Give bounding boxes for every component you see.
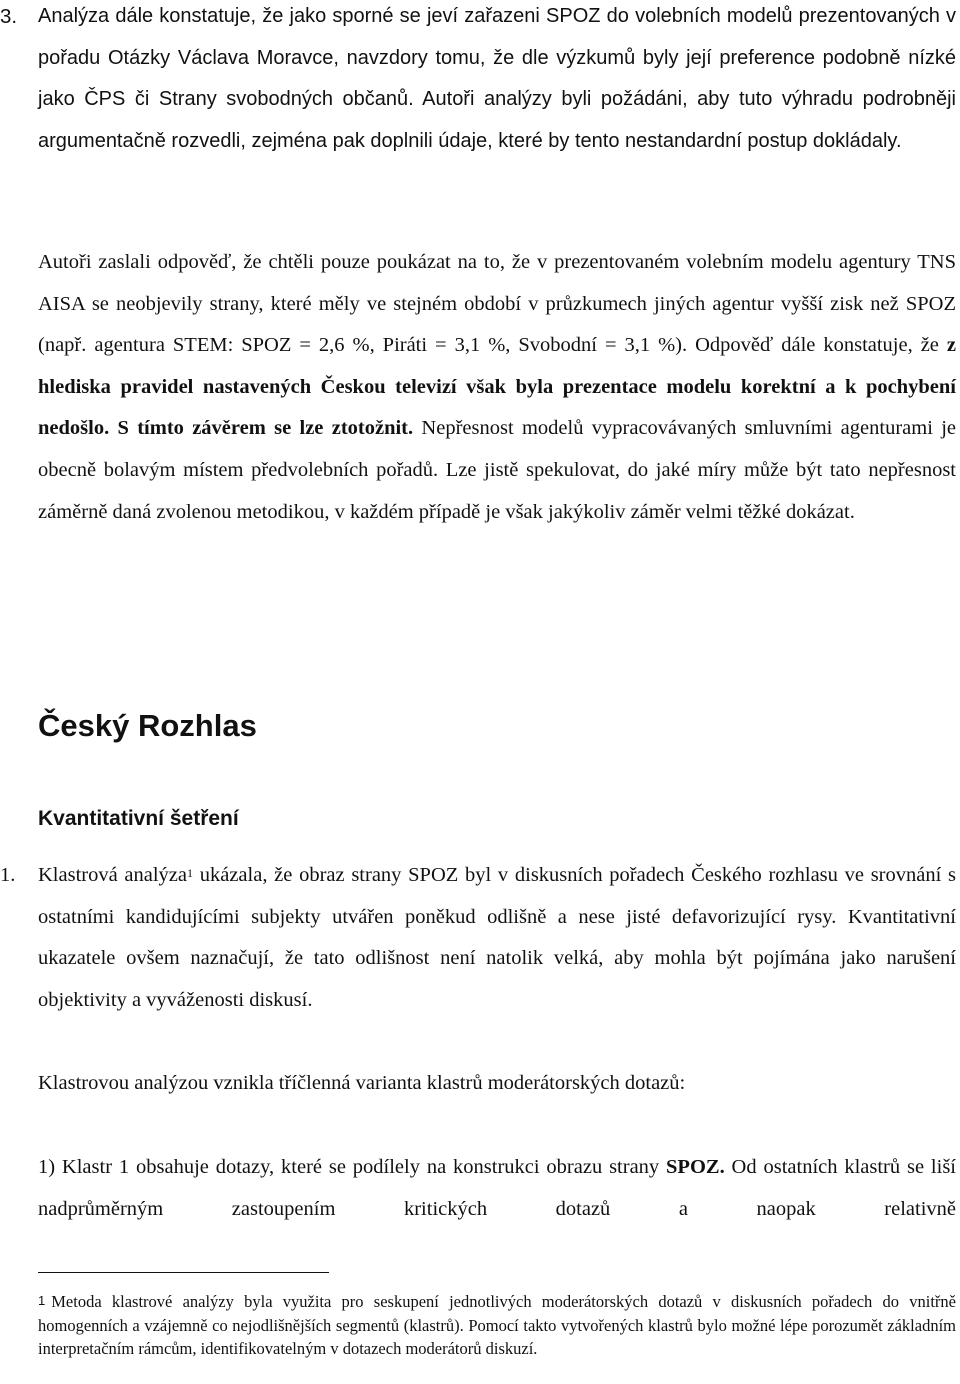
cluster-text-b: ukázala, že obraz strany SPOZ byl v diskusních pořadech Českého rozhlasu ve srovnání s ostatními kandidujícími subjekty utvářen poněkud odlišně a nese jisté defavorizující rysy. Kvantitativní ukazatele ovšem naznačují, že tato odlišnost není natolik velká, aby mohla být pojímána jako narušení objektivity a vyváženosti diskusí. bbox=[38, 864, 956, 1011]
response-text-a: Autoři zaslali odpověď, že chtěli pouze poukázat na to, že v prezentovaném volebním modelu agentury TNS AISA se neobjevily strany, které měly ve stejném období v průzkumech jiných agentur vyšší zisk než SPOZ (např. agentura STEM: SPOZ = 2,6 %, Piráti = 3,1 %, Svobodní = 3,1 %). Odpověď dále konstatuje, že bbox=[38, 251, 956, 357]
paragraph-cluster-analysis bbox=[38, 855, 956, 1021]
paragraph-cluster-variant: Klastrovou analýzou vznikla tříčlenná varianta klastrů moderátorských dotazů: bbox=[38, 1072, 686, 1094]
paragraph-authors-response bbox=[38, 242, 956, 533]
response-text-b: Nepřesnost modelů vypracovávaných smluvními agenturami je obecně bolavým místem předvolebních pořadů. Lze jistě spekulovat, do jaké míry může být tato nepřesnost záměrně daná zvolenou metodikou, v každém případě je však jakýkoliv záměr velmi těžké dokázat. bbox=[38, 417, 956, 523]
section-title: Český Rozhlas bbox=[38, 708, 257, 743]
cluster1-text-b: Od ostatních klastrů se liší nadprůměrným zastoupením kritických dotazů a naopak relativně bbox=[38, 1156, 956, 1220]
paragraph-spoz-inclusion: Analýza dále konstatuje, že jako sporné se jeví zařazeni SPOZ do volebních modelů prezentovaných v pořadu Otázky Václava Moravce, navzdory tomu, že dle výzkumů byly její preference podobně nízké jako ČPS či Strany svobodných občanů. Autoři analýzy byli požádáni, aby tuto výhradu podrobněji argumentačně rozvedli, zejména pak doplnili údaje, které by tento nestandardní postup dokládaly. bbox=[38, 5, 956, 152]
footnote-text: Metoda klastrové analýzy byla využita pro seskupení jednotlivých moderátorských dotazů v diskusních pořadech do vnitřně homogenních a vzájemně co nejodlišnějších segmentů (klastrů). Pomocí takto vytvořených klastrů bylo možné lépe porozumět základním interpretačním rámcům, identifikovatelným v dotazech moderátorů diskuzí. bbox=[38, 1292, 956, 1358]
cluster1-spoz-bold: SPOZ. bbox=[666, 1156, 725, 1178]
paragraph-cluster-1 bbox=[38, 1147, 956, 1230]
footnote-divider bbox=[38, 1272, 329, 1273]
cluster-text-a: Klastrová analýza bbox=[38, 864, 188, 886]
response-conclusion-bold: z hlediska pravidel nastavených Českou televizí však byla prezentace modelu korektní a k pochybení nedošlo. S tímto závěrem se lze ztotožnit. bbox=[38, 334, 956, 440]
cluster1-text-a: 1) Klastr 1 obsahuje dotazy, které se podílely na konstrukci obrazu strany bbox=[38, 1156, 667, 1178]
footnote-marker: 1 bbox=[38, 1293, 46, 1308]
footnote-reference: 1 bbox=[187, 866, 194, 880]
subsection-title: Kvantitativní šetření bbox=[38, 807, 239, 830]
list-number-3: 3. bbox=[0, 5, 18, 28]
footnote bbox=[38, 1290, 956, 1361]
list-number-1: 1. bbox=[0, 864, 16, 886]
